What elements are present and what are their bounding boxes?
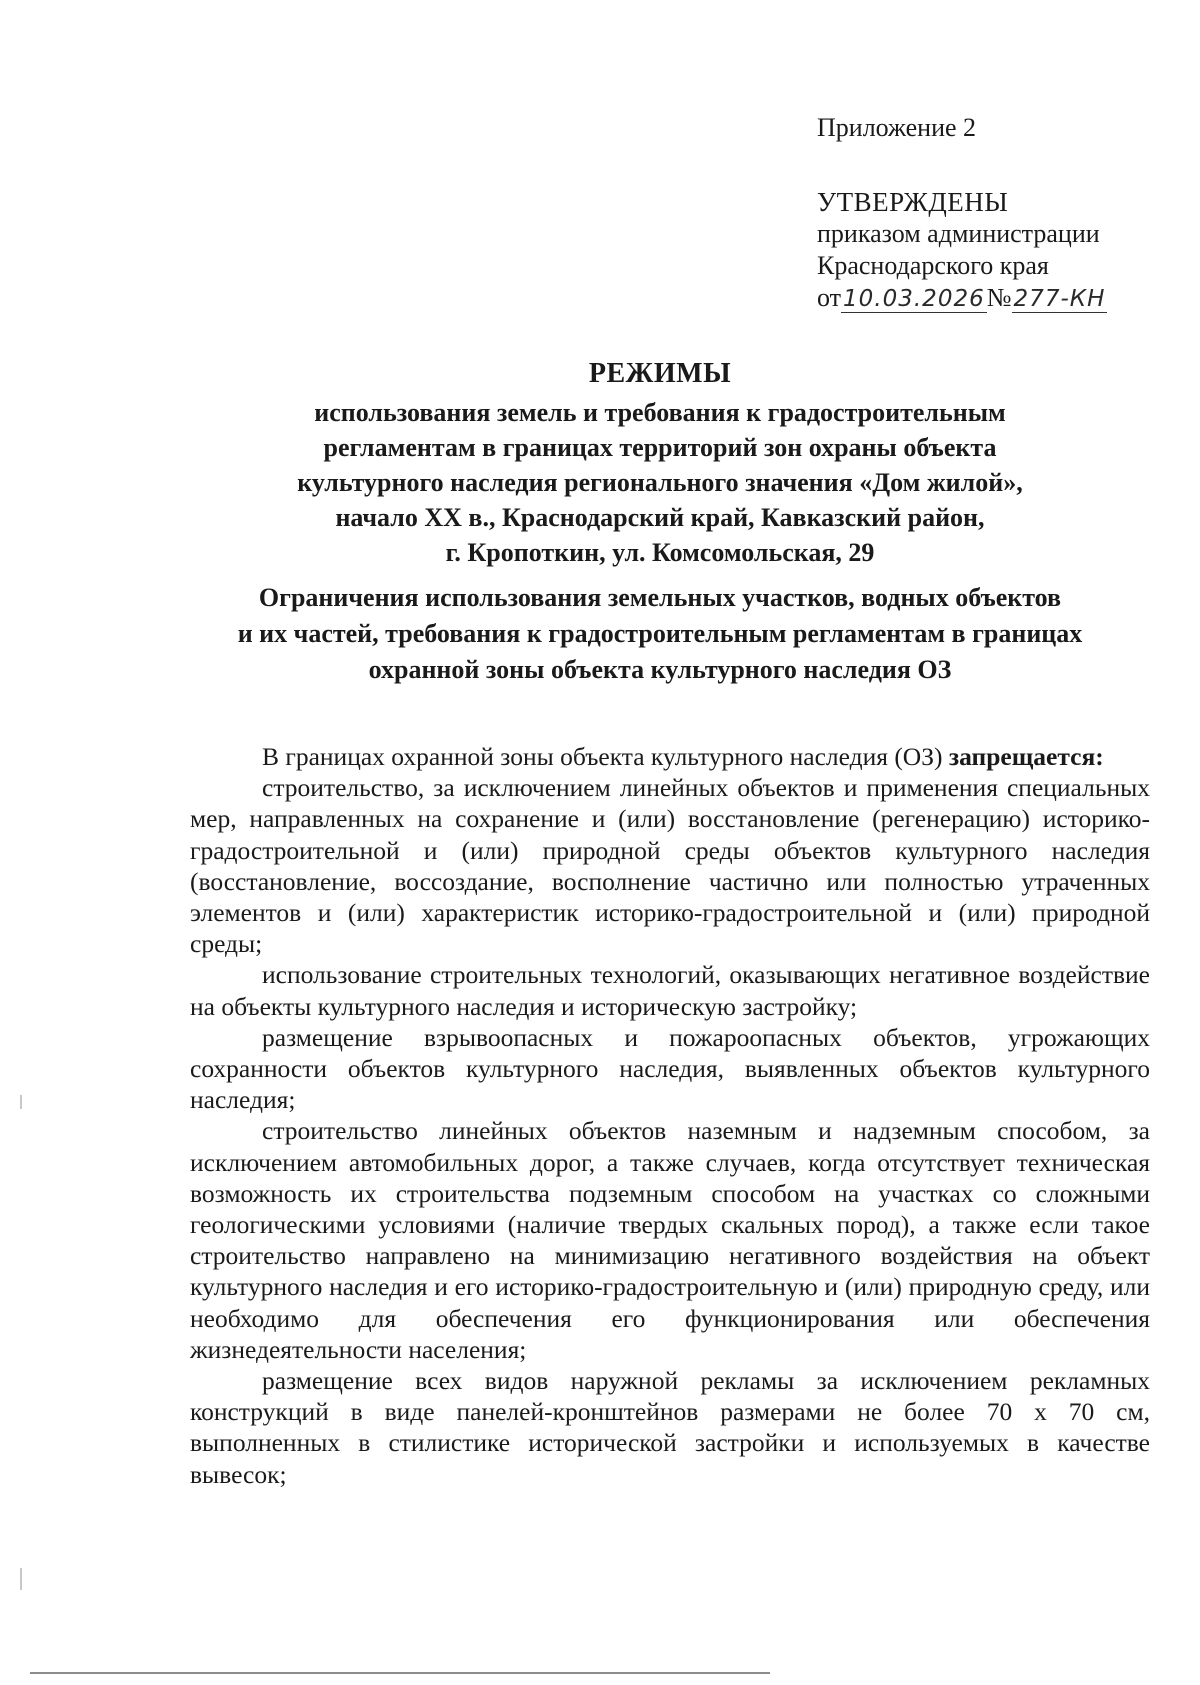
approved-heading: УТВЕРЖДЕНЫ — [817, 187, 1009, 217]
title-line-2: регламентам в границах территорий зон охраны объекта — [323, 433, 997, 462]
restriction-paragraph: строительство линейных объектов наземным и надземным способом, за исключением автомобильных дорог, а также случаев, когда отсутствует техническая возможность их строительства подземным способом на участках со сложными геологическими условиями (наличие твердых скальных пород), а также если такое строительство направлено на минимизацию негативного воздействия на объект культурного наследия и его историко-градостроительную и (или) природную среду, или необходимо для обеспечения его функционирования или обеспечения жизнедеятельности населения; — [190, 1116, 1150, 1364]
title-line-3: культурного наследия регионального значения «Дом жилой», — [297, 468, 1023, 497]
scan-margin-mark — [20, 1095, 22, 1109]
restriction-paragraph: использование строительных технологий, оказывающих негативное воздействие на объекты культурного наследия и историческую застройку; — [190, 960, 1150, 1021]
document-title — [180, 356, 1140, 570]
from-prefix: от — [817, 283, 842, 312]
title-line-4: начало XX в., Краснодарский край, Кавказский район, — [335, 503, 985, 532]
intro-paragraph — [190, 741, 1150, 772]
restriction-paragraph: размещение всех видов наружной рекламы за исключением рекламных конструкций в виде панелей-кронштейнов размерами не более 70 х 70 см, выполненных в стилистике исторической застройки и используемых в качестве вывесок; — [190, 1366, 1150, 1489]
restriction-paragraph: размещение взрывоопасных и пожароопасных объектов, угрожающих сохранности объектов культурного наследия, выявленных объектов культурного наследия; — [190, 1022, 1150, 1115]
restriction-paragraph: строительство, за исключением линейных объектов и применения специальных мер, направленных на сохранение и (или) восстановление (регенерацию) историко-градостроительной и (или) природной среды объектов культурного наследия (восстановление, воссоздание, восполнение частично или полностью утраченных элементов и (или) характеристик историко-градостроительной и (или) природной среды; — [190, 773, 1150, 959]
handwritten-date: 10.03.2026 — [843, 286, 985, 312]
title-line-5: г. Кропоткин, ул. Комсомольская, 29 — [445, 538, 875, 567]
section-heading-line-1: Ограничения использования земельных участков, водных объектов — [258, 583, 1062, 612]
body-text — [190, 741, 1150, 1490]
approval-line-2: Краснодарского края — [817, 251, 1049, 280]
title-main: РЕЖИМЫ — [588, 358, 732, 389]
scan-bottom-edge — [30, 1672, 770, 1674]
prohibited-label: запрещается: — [948, 742, 1104, 771]
title-line-1: использования земель и требования к градостроительным — [314, 398, 1006, 427]
order-date-number — [817, 282, 1177, 315]
section-heading — [180, 580, 1140, 688]
section-heading-line-2: и их частей, требования к градостроительным регламентам в границах — [237, 619, 1083, 648]
section-heading-line-3: охранной зоны объекта культурного наследия ОЗ — [368, 655, 952, 684]
scan-margin-mark — [20, 1568, 22, 1590]
intro-text: В границах охранной зоны объекта культурного наследия (ОЗ) — [262, 742, 943, 771]
handwritten-number: 277-КН — [1013, 286, 1106, 312]
appendix-label: Приложение 2 — [817, 113, 977, 142]
approval-block — [817, 112, 1177, 315]
number-sign: № — [986, 283, 1012, 312]
approval-line-1: приказом администрации — [817, 219, 1100, 248]
